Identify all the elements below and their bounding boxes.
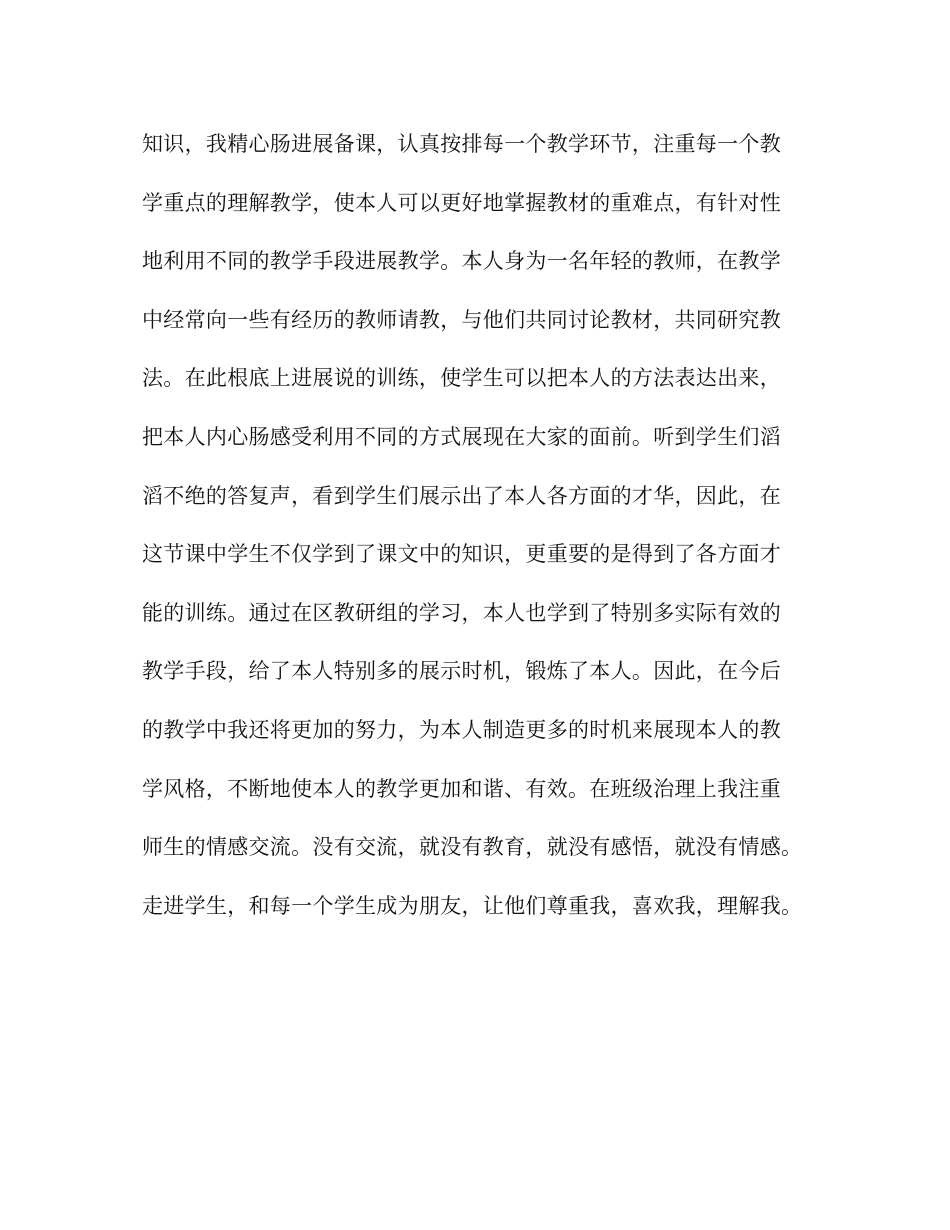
text-line-6: 把本人内心肠感受利用不同的方式展现在大家的面前。听到学生们滔 — [142, 424, 781, 449]
text-line-3: 地利用不同的教学手段进展教学。本人身为一名年轻的教师，在教学 — [142, 249, 781, 274]
text-line-4: 中经常向一些有经历的教师请教，与他们共同讨论教材，共同研究教 — [142, 307, 781, 332]
body-text — [142, 120, 822, 940]
text-line-9: 能的训练。通过在区教研组的学习，本人也学到了特别多实际有效的 — [142, 600, 781, 625]
text-line-10: 教学手段，给了本人特别多的展示时机，锻炼了本人。因此，在今后 — [142, 659, 781, 684]
text-line-11: 的教学中我还将更加的努力，为本人制造更多的时机来展现本人的教 — [142, 717, 781, 742]
text-line-13: 师生的情感交流。没有交流，就没有教育，就没有感悟，就没有情感。 — [142, 835, 803, 860]
text-line-8: 这节课中学生不仅学到了课文中的知识，更重要的是得到了各方面才 — [142, 542, 781, 567]
text-line-12: 学风格，不断地使本人的教学更加和谐、有效。在班级治理上我注重 — [142, 776, 781, 801]
text-line-5: 法。在此根底上进展说的训练，使学生可以把本人的方法表达出来， — [142, 366, 781, 391]
text-line-2: 学重点的理解教学，使本人可以更好地掌握教材的重难点，有针对性 — [142, 190, 781, 215]
text-line-7: 滔不绝的答复声，看到学生们展示出了本人各方面的才华，因此，在 — [142, 483, 781, 508]
text-line-14: 走进学生，和每一个学生成为朋友，让他们尊重我，喜欢我，理解我。 — [142, 893, 803, 918]
text-line-1: 知识，我精心肠进展备课，认真按排每一个教学环节，注重每一个教 — [142, 132, 781, 156]
